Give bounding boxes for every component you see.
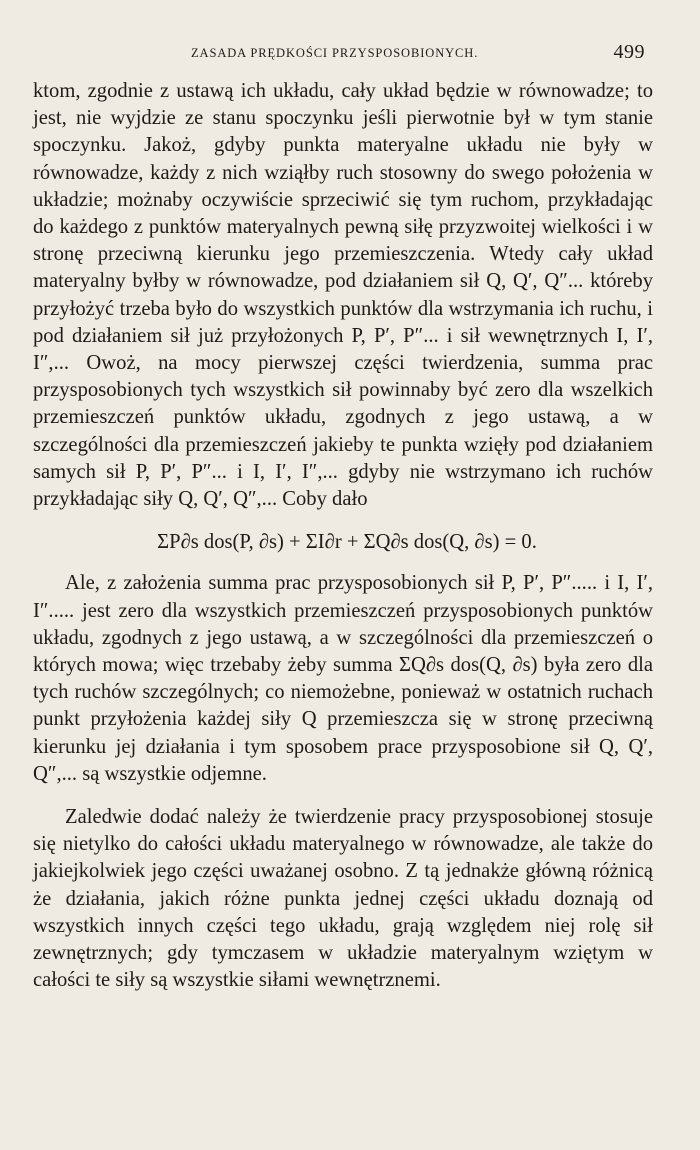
page-number: 499: [613, 41, 645, 63]
running-header: [33, 41, 653, 78]
equation: ΣP∂s dos(P, ∂s) + ΣI∂r + ΣQ∂s dos(Q, ∂s) = 0.: [157, 531, 537, 554]
paragraph-continuation: ktom, zgodnie z ustawą ich układu, cały układ będzie w równowadze; to jest, nie wyjdzie ze stanu spoczynku jeśli pierwotnie był w tym stanie spoczynku. Jakoż, gdyby punkta materyalne układu nie były w równowadze, każdy z nich wziąłby ruch stosowny do swego położenia w układzie; możnaby oczywiście sprzeciwić się tym ruchom, przykładając do każdego z punktów materyalnych pewną siłę przyzwoitej wielkości i w stronę przeciwną kierunku jego przemieszczenia. Wtedy cały układ materyalny byłby w równowadze, pod działaniem sił Q, Q′, Q″... któreby przyłożyć trzeba było do wszystkich punktów dla wstrzymania ich ruchu, i pod działaniem sił już przyłożonych P, P′, P″... i sił wewnętrznych I, I′, I″,... Owoż, na mocy pierwszej części twierdzenia, summa prac przysposobionych tych wszystkich sił powinnaby być zero dla wszelkich przemieszczeń punktów układu, zgodnych z jego ustawą, a w szczególności dla przemieszczeń jakieby te punkta wzięły pod działaniem samych sił P, P′, P″... i I, I′, I″,... gdyby nie wstrzymano ich ruchów przykładając siły Q, Q′, Q″,... Coby dało: [33, 80, 653, 511]
paragraph-proof: Ale, z założenia summa prac przysposobionych sił P, P′, P″..... i I, I′, I″..... jest zero dla wszystkich przemieszczeń przysposobionych punktów układu, zgodnych z jego ustawą, a w szczególności dla przemieszczeń o których mowa; więc trzebaby żeby summa ΣQ∂s dos(Q, ∂s) była zero dla tych ruchów szczególnych; co niemożebne, ponieważ w ostatnich ruchach punkt przyłożenia każdej siły Q przemieszcza się w stronę przeciwną kierunku jej działania i tym sposobem prace przysposobione sił Q, Q′, Q″,... są wszystkie odjemne.: [33, 572, 653, 785]
running-title: ZASADA PRĘDKOŚCI PRZYSPOSOBIONYCH.: [191, 46, 479, 60]
paragraph-remark: Zaledwie dodać należy że twierdzenie pracy przysposobionej stosuje się nietylko do całości układu materyalnego w równowadze, ale także do jakiejkolwiek jego części uważanej osobno. Z tą jednakże główną różnicą że działania, jakich różne punkta jednej części układu doznają od wszystkich innych części tego układu, grają względem niej rolę sił zewnętrznych; gdy tymczasem w układzie materyalnym wziętym w całości te siły są wszystkie siłami wewnętrznemi.: [33, 806, 653, 992]
body-text: [33, 78, 653, 995]
